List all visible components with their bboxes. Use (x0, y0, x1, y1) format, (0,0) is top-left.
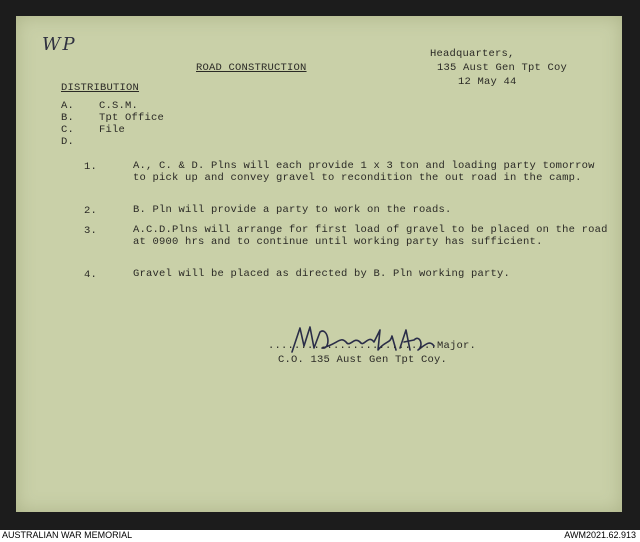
signature-rank-line: ..........................Major. (268, 340, 477, 352)
hq-line-2: 135 Aust Gen Tpt Coy (437, 62, 568, 74)
footer-accession-number: AWM2021.62.913 (564, 530, 636, 540)
distribution-value: File (99, 124, 126, 136)
paragraph-text: A.C.D.Plns will arrange for first load of gravel to be placed on the road at 0900 hrs and to continue until working party has sufficient. (133, 224, 608, 248)
document-sheet (16, 16, 622, 512)
signature-title: C.O. 135 Aust Gen Tpt Coy. (278, 354, 448, 366)
paragraph-text: Gravel will be placed as directed by B. Pln working party. (133, 268, 511, 280)
distribution-heading: DISTRIBUTION (61, 82, 140, 94)
archive-footer (0, 530, 640, 542)
document-title: ROAD CONSTRUCTION (196, 62, 307, 74)
hq-date: 12 May 44 (458, 76, 517, 88)
distribution-value: C.S.M. (99, 100, 139, 112)
paragraph-number: 1. (84, 161, 98, 173)
hq-line-1: Headquarters, (430, 48, 515, 60)
paragraph-number: 4. (84, 269, 98, 281)
paragraph-text: B. Pln will provide a party to work on the roads. (133, 204, 452, 216)
paragraph-number: 2. (84, 205, 98, 217)
margin-note: WP (42, 34, 77, 55)
paragraph-number: 3. (84, 225, 98, 237)
distribution-key: B. (61, 112, 75, 124)
distribution-value: Tpt Office (99, 112, 165, 124)
distribution-key: C. (61, 124, 75, 136)
paragraph-text: A., C. & D. Plns will each provide 1 x 3 ton and loading party tomorrow to pick up and convey gravel to recondition the out road in the camp. (133, 160, 595, 184)
distribution-key: D. (61, 136, 75, 148)
footer-institution: AUSTRALIAN WAR MEMORIAL (2, 530, 133, 540)
distribution-key: A. (61, 100, 75, 112)
